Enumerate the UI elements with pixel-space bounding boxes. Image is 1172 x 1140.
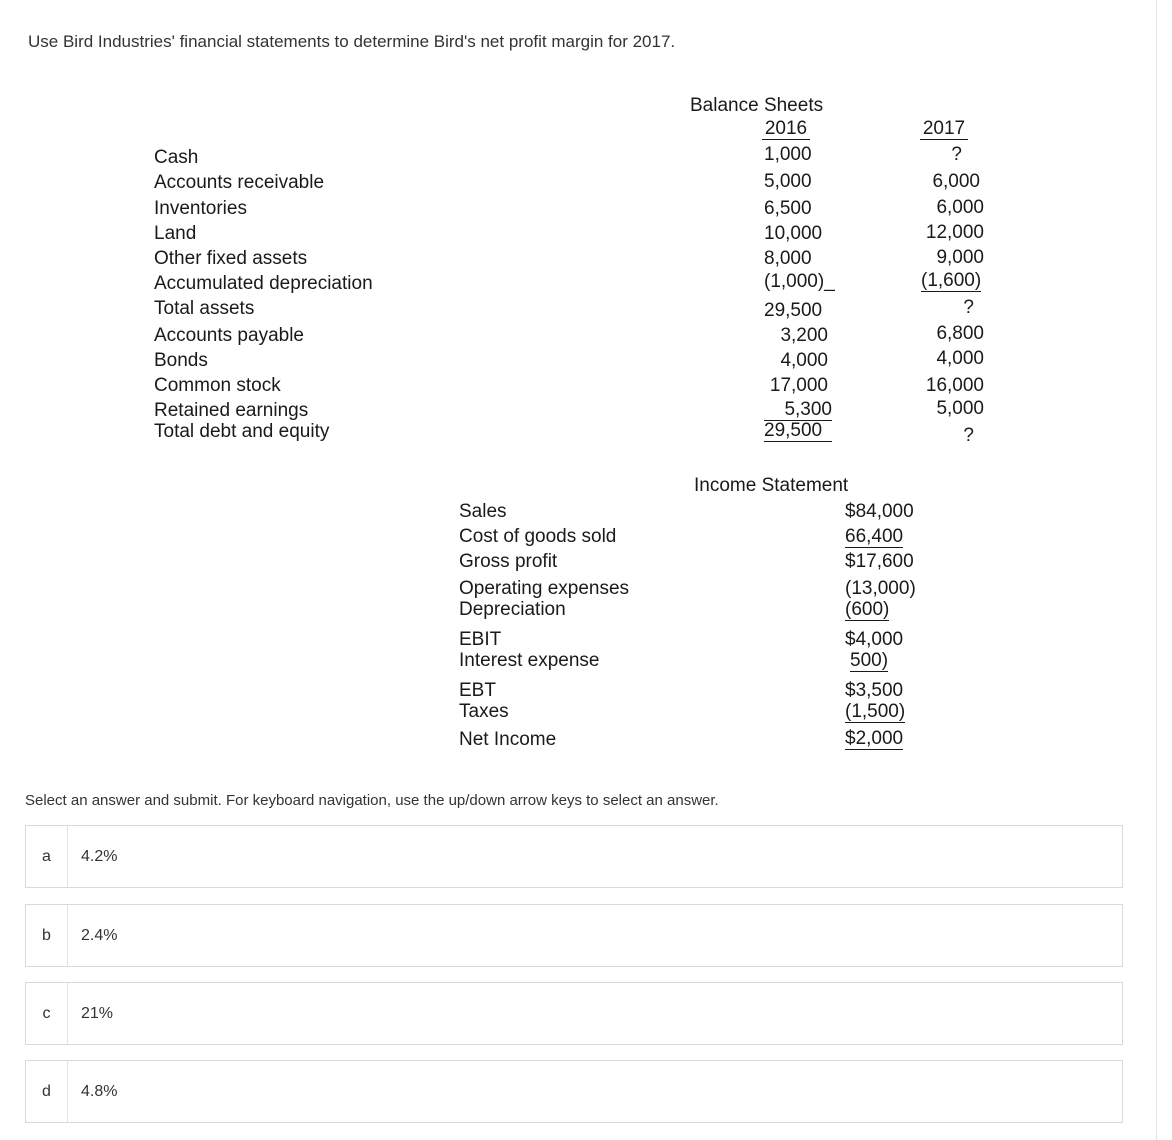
income-statement-title: Income Statement [694,475,849,496]
bs-label-total-assets: Total assets [154,298,255,319]
bs-2016-accounts-payable: 3,200 [780,325,828,346]
option-text: 21% [81,1004,114,1022]
bs-2016-common-stock: 17,000 [769,375,828,396]
bs-2017-cash: ? [951,144,962,165]
bs-label-land: Land [154,223,197,244]
is-value-taxes: (1,500) [845,701,906,722]
bs-2016-total-assets: 29,500 [764,300,823,321]
is-label-taxes: Taxes [459,701,509,722]
balance-sheet-title: Balance Sheets [690,95,824,116]
header-2016: 2016 [762,118,810,140]
bs-label-cash: Cash [154,147,199,168]
bs-2017-common-stock: 16,000 [925,375,984,396]
answer-option-a[interactable] [25,825,1123,888]
is-value-sales: $84,000 [845,501,914,522]
bs-label-other-fixed-assets: Other fixed assets [154,248,308,269]
option-text: 4.2% [81,847,118,865]
bs-2017-retained-earnings: 5,000 [936,398,984,419]
bs-label-retained-earnings: Retained earnings [154,400,309,421]
is-value-operating-expenses: (13,000) [845,578,916,599]
page-right-border [1156,0,1157,1140]
option-letter: c [26,983,68,1044]
answer-option-b[interactable] [25,904,1123,967]
is-label-sales: Sales [459,501,507,522]
bs-2016-total-debt-equity: 29,500 [764,420,832,442]
bs-2017-accounts-receivable: 6,000 [932,171,980,192]
bs-label-accumulated-depreciation: Accumulated depreciation [154,273,373,294]
is-label-interest-expense: Interest expense [459,650,600,671]
is-label-net-income: Net Income [459,729,557,750]
is-label-ebt: EBT [459,680,496,701]
option-letter: d [26,1061,68,1122]
bs-2017-land: 12,000 [925,222,984,243]
bs-2017-accounts-payable: 6,800 [936,323,984,344]
question-text: Use Bird Industries' financial statements to determine Bird's net profit margin for 2017. [28,32,676,51]
is-label-depreciation: Depreciation [459,599,566,620]
bs-2017-inventories: 6,000 [936,197,984,218]
bs-2017-other-fixed-assets: 9,000 [936,247,984,268]
is-value-depreciation: (600) [845,599,890,620]
option-letter: a [26,826,68,887]
is-value-ebit: $4,000 [845,629,904,650]
bs-2016-accounts-receivable: 5,000 [764,171,812,192]
bs-label-inventories: Inventories [154,198,247,219]
bs-label-accounts-payable: Accounts payable [154,325,304,346]
option-text: 4.8% [81,1082,118,1100]
is-label-cogs: Cost of goods sold [459,526,617,547]
answer-option-d[interactable] [25,1060,1123,1123]
option-letter: b [26,905,68,966]
option-text: 2.4% [81,926,118,944]
bs-2016-cash: 1,000 [764,144,812,165]
is-label-gross-profit: Gross profit [459,551,558,572]
is-value-cogs: 66,400 [845,526,904,547]
answer-instructions: Select an answer and submit. For keyboard navigation, use the up/down arrow keys to select an answer. [25,792,719,809]
bs-2016-retained-earnings: 5,300 [764,399,832,421]
bs-2016-bonds: 4,000 [780,350,828,371]
is-label-operating-expenses: Operating expenses [459,578,630,599]
answer-option-c[interactable] [25,982,1123,1045]
is-label-ebit: EBIT [459,629,502,650]
is-value-gross-profit: $17,600 [845,551,914,572]
bs-label-total-debt-equity: Total debt and equity [154,421,330,442]
is-value-ebt: $3,500 [845,680,904,701]
bs-label-bonds: Bonds [154,350,208,371]
bs-label-common-stock: Common stock [154,375,281,396]
bs-label-accounts-receivable: Accounts receivable [154,172,325,193]
is-value-net-income: $2,000 [845,728,904,749]
header-2017: 2017 [920,118,968,140]
bs-2017-accumulated-depreciation: (1,600) [921,270,982,291]
bs-2016-other-fixed-assets: 8,000 [764,248,812,269]
bs-2017-total-assets: ? [963,297,974,318]
bs-2017-total-debt-equity: ? [963,425,974,446]
bs-2016-accumulated-depreciation: (1,000)_ [764,271,835,292]
bs-2016-land: 10,000 [764,223,823,244]
bs-2017-bonds: 4,000 [936,348,984,369]
bs-2016-inventories: 6,500 [764,198,812,219]
is-value-interest-expense: 500) [850,650,889,671]
